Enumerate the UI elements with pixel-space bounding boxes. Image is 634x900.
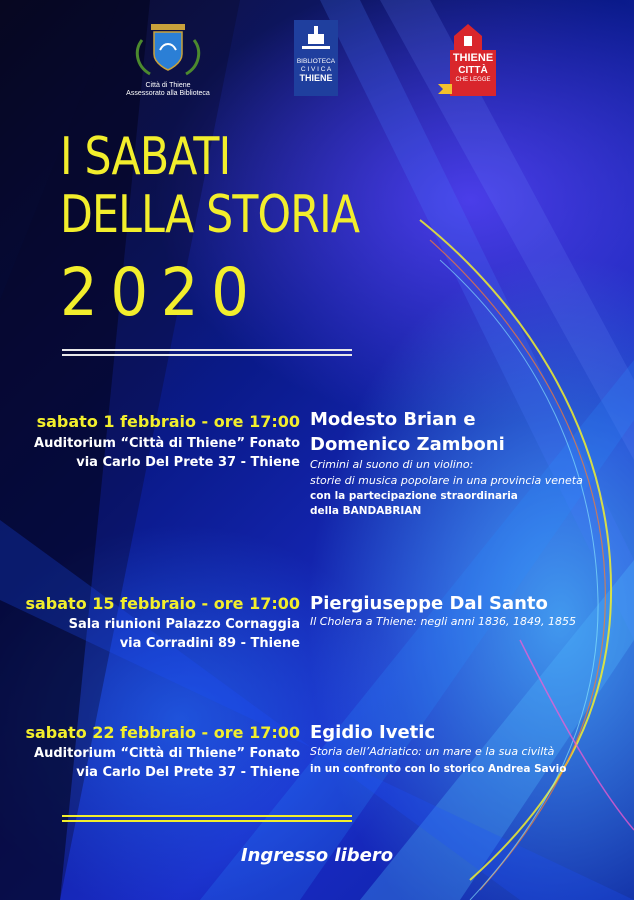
event-3-date: sabato 22 febbraio - ore 17:00 [25,723,300,742]
title-line-2: DELLA STORIA [60,185,360,245]
coat-of-arms-icon [118,20,218,78]
comune-logo [118,20,218,98]
title-line-1: I SABATI [60,127,231,187]
citta-box [450,50,496,96]
biblioteca-logo [294,20,338,96]
title-divider [62,349,352,356]
event-1-note-line-2: della BANDABRIAN [310,505,422,517]
free-entry-label: Ingresso libero [240,845,394,866]
citta-thiene: THIENE [452,52,494,64]
library-tower-icon [294,20,338,54]
event-3-description: Storia dell’Adriatico: un mare e la sua civiltà [310,745,555,758]
event-3-speaker: Egidio Ivetic [310,722,436,743]
biblioteca-label: BIBLIOTECA [296,58,336,65]
event-3-location-venue: Auditorium “Città di Thiene” Fonato [34,746,300,761]
thiene-label: THIENE [299,73,333,83]
footer-divider [62,815,352,822]
event-3-note: in un confronto con lo storico Andrea Savio [310,763,567,775]
house-icon [440,22,496,52]
bookmark-arrow-icon [438,84,452,94]
event-1-location-address: via Carlo Del Prete 37 - Thiene [76,455,300,470]
event-1-speaker-line-1: Modesto Brian e [310,409,476,430]
event-2-location-venue: Sala riunioni Palazzo Cornaggia [68,617,300,632]
comune-caption-dept: Assessorato alla Biblioteca [126,90,210,97]
citta-che-legge-logo [440,22,496,100]
comune-caption-city: Città di Thiene [145,82,191,89]
che-legge-label: CHE LEGGE [455,77,491,83]
title-year: 2020 [60,254,262,331]
event-1-note-line-1: con la partecipazione straordinaria [310,490,518,502]
event-1-location-venue: Auditorium “Città di Thiene” Fonato [34,436,300,451]
event-3-location-address: via Carlo Del Prete 37 - Thiene [76,765,300,780]
event-2-location-address: via Corradini 89 - Thiene [119,636,300,651]
event-1-date: sabato 1 febbraio - ore 17:00 [36,412,300,431]
event-2-date: sabato 15 febbraio - ore 17:00 [25,594,300,613]
civica-label: C I V I C A [300,65,332,73]
event-1-speaker-line-2: Domenico Zamboni [310,434,505,455]
event-1-description-line-2: storie di musica popolare in una provincia veneta [310,474,583,487]
event-1-description-line-1: Crimini al suono di un violino: [310,458,474,471]
citta-label: CITTÀ [458,65,488,76]
event-2-description: Il Cholera a Thiene: negli anni 1836, 1849, 1855 [310,615,576,628]
event-2-speaker: Piergiuseppe Dal Santo [310,593,548,614]
